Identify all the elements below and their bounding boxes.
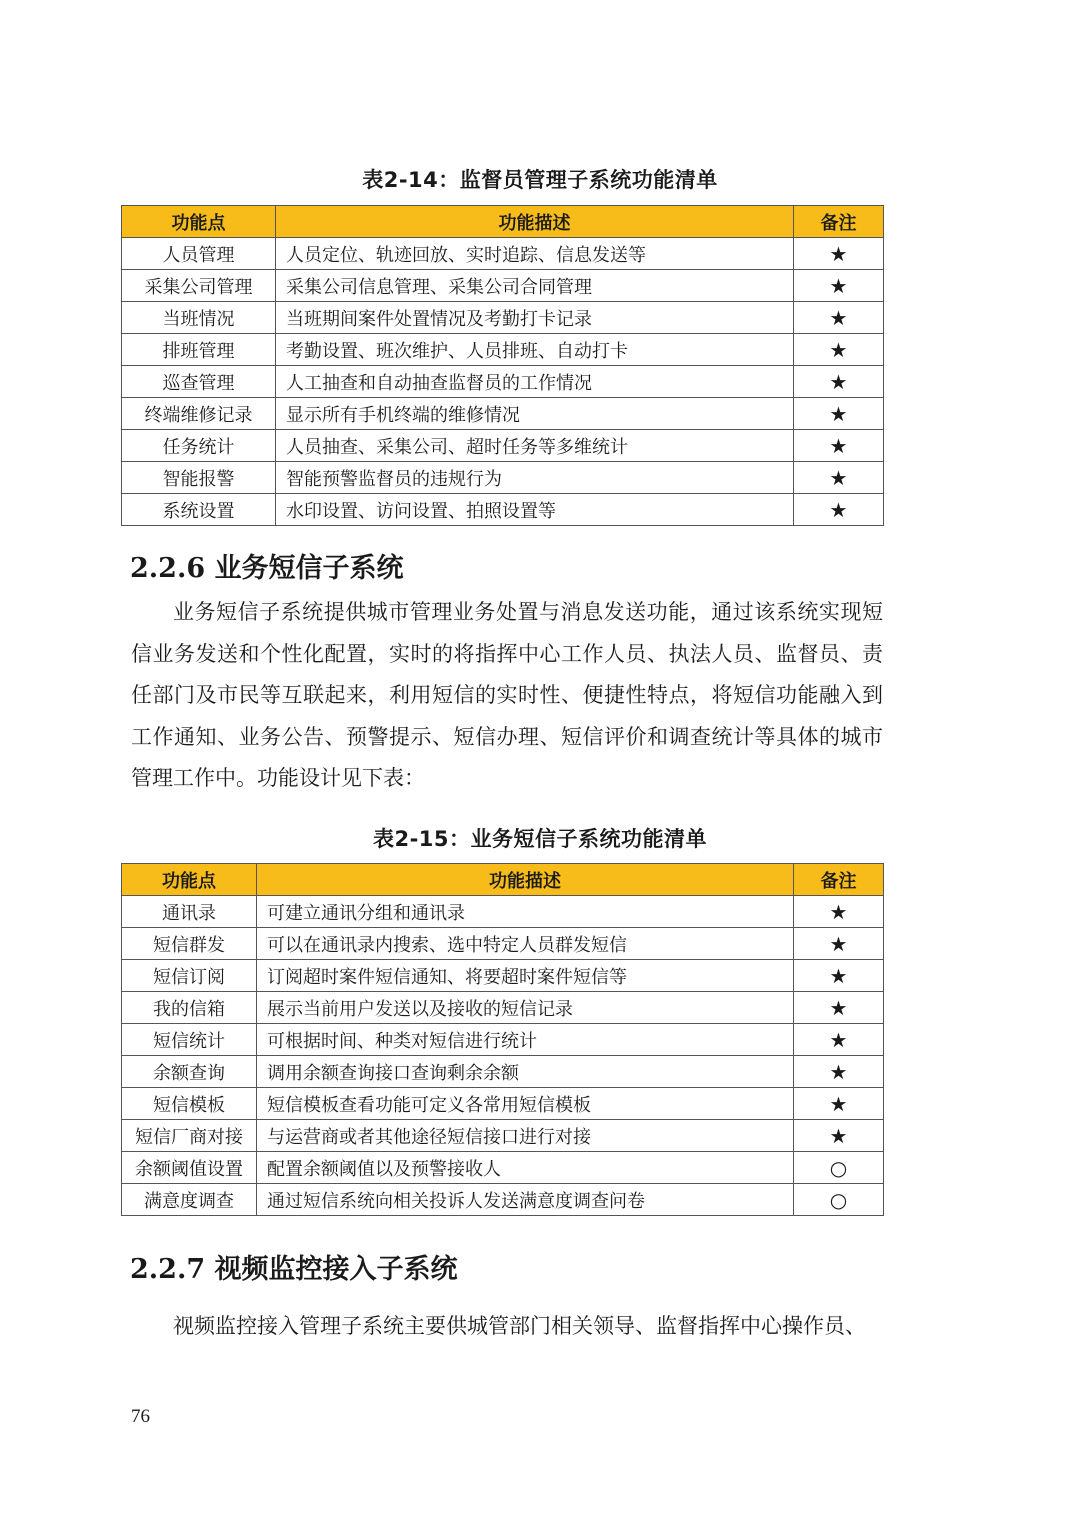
cell-desc: 短信模板查看功能可定义各常用短信模板 xyxy=(257,1088,794,1120)
table-row xyxy=(122,398,884,430)
table-row xyxy=(122,270,884,302)
section-heading-227: 2.2.7 视频监控接入子系统 xyxy=(130,1254,458,1285)
table1-header-row xyxy=(122,206,884,238)
table-row xyxy=(122,1120,884,1152)
page-number: 76 xyxy=(131,1406,150,1427)
header-point: 功能点 xyxy=(122,864,257,896)
cell-desc: 展示当前用户发送以及接收的短信记录 xyxy=(257,992,794,1024)
table2 xyxy=(121,863,884,1216)
cell-desc: 水印设置、访问设置、拍照设置等 xyxy=(276,494,794,526)
table-row xyxy=(122,1024,884,1056)
cell-note: ★ xyxy=(794,1024,884,1056)
cell-point: 系统设置 xyxy=(122,494,276,526)
cell-point: 短信群发 xyxy=(122,928,257,960)
cell-desc: 人工抽查和自动抽查监督员的工作情况 xyxy=(276,366,794,398)
cell-point: 当班情况 xyxy=(122,302,276,334)
cell-desc: 当班期间案件处置情况及考勤打卡记录 xyxy=(276,302,794,334)
cell-desc: 采集公司信息管理、采集公司合同管理 xyxy=(276,270,794,302)
cell-point: 人员管理 xyxy=(122,238,276,270)
cell-point: 余额查询 xyxy=(122,1056,257,1088)
cell-note: ★ xyxy=(794,1088,884,1120)
table-row xyxy=(122,1152,884,1184)
cell-note: ★ xyxy=(794,398,884,430)
table1-caption: 表2-14：监督员管理子系统功能清单 xyxy=(362,168,718,192)
cell-note: ★ xyxy=(794,366,884,398)
section-heading-226: 2.2.6 业务短信子系统 xyxy=(130,553,404,584)
cell-note: ★ xyxy=(794,238,884,270)
cell-note: ★ xyxy=(794,1120,884,1152)
cell-note: ○ xyxy=(794,1184,884,1216)
cell-desc: 通过短信系统向相关投诉人发送满意度调查问卷 xyxy=(257,1184,794,1216)
cell-note: ★ xyxy=(794,270,884,302)
cell-point: 短信订阅 xyxy=(122,960,257,992)
cell-note: ★ xyxy=(794,334,884,366)
cell-desc: 可建立通讯分组和通讯录 xyxy=(257,896,794,928)
cell-point: 巡查管理 xyxy=(122,366,276,398)
cell-desc: 配置余额阈值以及预警接收人 xyxy=(257,1152,794,1184)
cell-point: 短信统计 xyxy=(122,1024,257,1056)
cell-desc: 智能预警监督员的违规行为 xyxy=(276,462,794,494)
cell-note: ★ xyxy=(794,896,884,928)
cell-point: 满意度调查 xyxy=(122,1184,257,1216)
table-row xyxy=(122,928,884,960)
cell-note: ★ xyxy=(794,494,884,526)
header-note: 备注 xyxy=(794,864,884,896)
table-row xyxy=(122,960,884,992)
cell-desc: 订阅超时案件短信通知、将要超时案件短信等 xyxy=(257,960,794,992)
cell-note: ★ xyxy=(794,430,884,462)
cell-point: 终端维修记录 xyxy=(122,398,276,430)
section-paragraph-227: 视频监控接入管理子系统主要供城管部门相关领导、监督指挥中心操作员、 xyxy=(173,1314,866,1338)
table2-caption: 表2-15：业务短信子系统功能清单 xyxy=(372,827,708,851)
cell-point: 任务统计 xyxy=(122,430,276,462)
table-row xyxy=(122,238,884,270)
cell-note: ★ xyxy=(794,1056,884,1088)
section-paragraph-226: 业务短信子系统提供城市管理业务处置与消息发送功能，通过该系统实现短信业务发送和个性化配置，实时的将指挥中心工作人员、执法人员、监督员、责任部门及市民等互联起来，利用短信的实时性、便捷性特点，将短信功能融入到工作通知、业务公告、预警提示、短信办理、短信评价和调查统计等具体的城市管理工作中。功能设计见下表： xyxy=(131,600,883,790)
header-desc: 功能描述 xyxy=(276,206,794,238)
cell-point: 采集公司管理 xyxy=(122,270,276,302)
cell-point: 排班管理 xyxy=(122,334,276,366)
cell-point: 智能报警 xyxy=(122,462,276,494)
cell-desc: 可以在通讯录内搜索、选中特定人员群发短信 xyxy=(257,928,794,960)
table-row xyxy=(122,1056,884,1088)
cell-note: ★ xyxy=(794,928,884,960)
table-row xyxy=(122,366,884,398)
cell-desc: 可根据时间、种类对短信进行统计 xyxy=(257,1024,794,1056)
table-row xyxy=(122,494,884,526)
cell-desc: 人员抽查、采集公司、超时任务等多维统计 xyxy=(276,430,794,462)
table-row xyxy=(122,302,884,334)
table-row xyxy=(122,1088,884,1120)
cell-point: 我的信箱 xyxy=(122,992,257,1024)
cell-point: 短信模板 xyxy=(122,1088,257,1120)
cell-desc: 与运营商或者其他途径短信接口进行对接 xyxy=(257,1120,794,1152)
table-row xyxy=(122,1184,884,1216)
table1 xyxy=(121,205,884,526)
cell-point: 短信厂商对接 xyxy=(122,1120,257,1152)
cell-note: ★ xyxy=(794,992,884,1024)
header-desc: 功能描述 xyxy=(257,864,794,896)
table-row xyxy=(122,462,884,494)
cell-desc: 显示所有手机终端的维修情况 xyxy=(276,398,794,430)
table-row xyxy=(122,430,884,462)
table-row xyxy=(122,992,884,1024)
cell-desc: 人员定位、轨迹回放、实时追踪、信息发送等 xyxy=(276,238,794,270)
cell-note: ★ xyxy=(794,462,884,494)
cell-note: ★ xyxy=(794,302,884,334)
cell-desc: 考勤设置、班次维护、人员排班、自动打卡 xyxy=(276,334,794,366)
table-row xyxy=(122,334,884,366)
table2-header-row xyxy=(122,864,884,896)
table-row xyxy=(122,896,884,928)
cell-point: 余额阈值设置 xyxy=(122,1152,257,1184)
cell-point: 通讯录 xyxy=(122,896,257,928)
header-note: 备注 xyxy=(794,206,884,238)
cell-desc: 调用余额查询接口查询剩余余额 xyxy=(257,1056,794,1088)
cell-note: ○ xyxy=(794,1152,884,1184)
header-point: 功能点 xyxy=(122,206,276,238)
cell-note: ★ xyxy=(794,960,884,992)
